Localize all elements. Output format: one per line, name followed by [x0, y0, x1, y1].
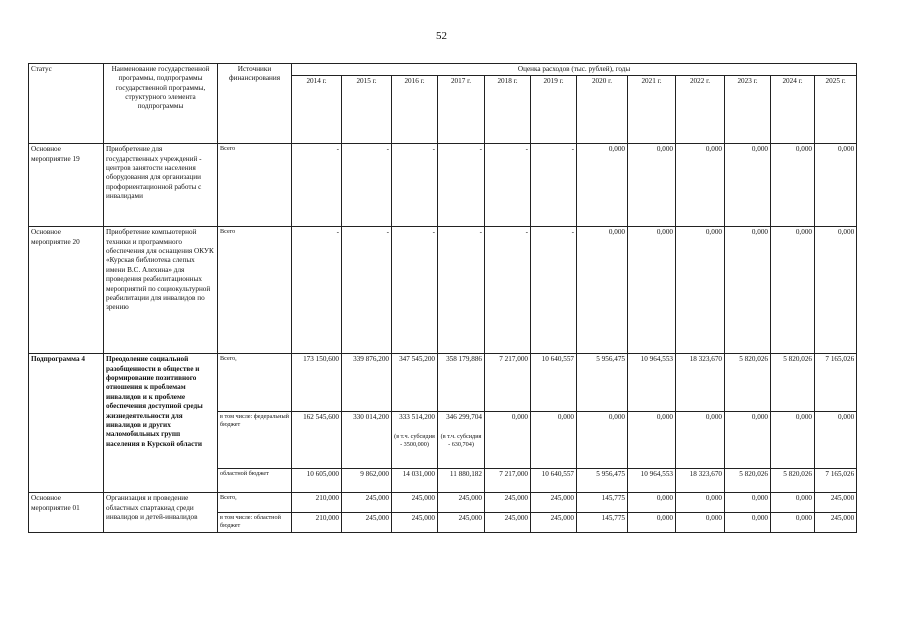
- value-cell: 5 956,475: [577, 469, 628, 493]
- header-estimate: Оценка расходов (тыс. рублей), годы: [292, 64, 857, 76]
- value-cell: -: [438, 227, 485, 354]
- header-status: Статус: [29, 64, 104, 144]
- row-source: Всего: [218, 227, 292, 354]
- year-header: 2017 г.: [438, 76, 485, 144]
- value-cell: 0,000: [577, 144, 628, 227]
- value-cell: 7 165,026: [815, 354, 857, 412]
- value-cell: 210,000: [292, 493, 342, 513]
- value-cell: 0,000: [628, 144, 676, 227]
- value-cell: 0,000: [676, 227, 725, 354]
- value-cell: -: [292, 144, 342, 227]
- value-cell: 245,000: [815, 513, 857, 533]
- value-cell: 245,000: [531, 513, 577, 533]
- table-row-activity-01-total: [29, 493, 857, 513]
- value-cell: 245,000: [438, 493, 485, 513]
- value-cell: 10 605,000: [292, 469, 342, 493]
- value-cell: 245,000: [342, 513, 392, 533]
- value-cell: 210,000: [292, 513, 342, 533]
- value-cell: 5 820,026: [771, 354, 815, 412]
- value-cell: 0,000: [676, 412, 725, 469]
- value-cell: 5 820,026: [725, 354, 771, 412]
- value-cell: -: [342, 144, 392, 227]
- value-cell: 0,000: [815, 144, 857, 227]
- value-cell: -: [392, 227, 438, 354]
- year-header: 2020 г.: [577, 76, 628, 144]
- value-cell: 145,775: [577, 513, 628, 533]
- value-cell: 0,000: [485, 412, 531, 469]
- row-name: Приобретение компьютерной техники и программного обеспечения для оснащения ОКУК «Курская библиотека слепых имени В.С. Алехина» для проведения реабилитационных мероприятий по социокультурной реабилитации для инвалидов по зрению: [104, 227, 218, 354]
- value-cell: 330 014,200: [342, 412, 392, 469]
- row-name: Преодоление социальной разобщенности в обществе и формирование позитивного отношения к проблемам инвалидов и к проблеме обеспечения доступной среды жизнедеятельности для инвалидов и других маломобильных групп населения в Курской области: [104, 354, 218, 493]
- row-status: Подпрограмма 4: [29, 354, 104, 493]
- row-source: Всего,: [218, 354, 292, 412]
- page-number: 52: [436, 30, 447, 42]
- value-cell: 0,000: [628, 513, 676, 533]
- value-cell: 245,000: [392, 513, 438, 533]
- header-row: [29, 64, 857, 76]
- table-row-subprogram-4-total: [29, 354, 857, 412]
- value-text: 333 514,200: [399, 413, 435, 422]
- value-cell: 0,000: [725, 227, 771, 354]
- table-row-activity-19: [29, 144, 857, 227]
- value-text: 346 299,704: [446, 413, 482, 422]
- budget-table: [28, 63, 857, 533]
- value-cell: -: [438, 144, 485, 227]
- value-cell: 0,000: [725, 412, 771, 469]
- row-source: Всего,: [218, 493, 292, 513]
- value-cell: -: [392, 144, 438, 227]
- value-cell: 245,000: [392, 493, 438, 513]
- value-cell: -: [292, 227, 342, 354]
- value-cell: 0,000: [815, 227, 857, 354]
- value-cell: 173 150,600: [292, 354, 342, 412]
- value-cell: -: [531, 227, 577, 354]
- value-cell: 145,775: [577, 493, 628, 513]
- value-cell: 162 545,600: [292, 412, 342, 469]
- value-cell: 245,000: [815, 493, 857, 513]
- value-cell: 14 031,000: [392, 469, 438, 493]
- value-cell: 5 820,026: [771, 469, 815, 493]
- value-cell: 11 880,182: [438, 469, 485, 493]
- value-cell-with-note: [392, 412, 438, 469]
- value-cell: 0,000: [815, 412, 857, 469]
- value-cell: 5 820,026: [725, 469, 771, 493]
- value-cell: 10 640,557: [531, 354, 577, 412]
- value-cell: 0,000: [771, 144, 815, 227]
- value-cell: -: [342, 227, 392, 354]
- value-cell: 0,000: [531, 412, 577, 469]
- value-cell: 10 964,553: [628, 354, 676, 412]
- header-sources: Источники финансирования: [218, 64, 292, 144]
- row-status: Основное мероприятие 20: [29, 227, 104, 354]
- value-cell: 0,000: [577, 227, 628, 354]
- value-cell: 245,000: [485, 513, 531, 533]
- value-cell-with-note: [438, 412, 485, 469]
- value-cell: 0,000: [577, 412, 628, 469]
- value-cell: 5 956,475: [577, 354, 628, 412]
- year-header: 2022 г.: [676, 76, 725, 144]
- value-cell: 10 640,557: [531, 469, 577, 493]
- value-cell: 18 323,670: [676, 469, 725, 493]
- value-cell: 7 217,000: [485, 469, 531, 493]
- header-name: Наименование государственной программы, подпрограммы государственной программы, структурного элемента подпрограммы: [104, 64, 218, 144]
- value-cell: 7 165,026: [815, 469, 857, 493]
- value-cell: 245,000: [531, 493, 577, 513]
- row-status: Основное мероприятие 01: [29, 493, 104, 533]
- row-name: Организация и проведение областных спартакиад среди инвалидов и детей-инвалидов: [104, 493, 218, 533]
- value-cell: 339 876,200: [342, 354, 392, 412]
- value-cell: 0,000: [771, 493, 815, 513]
- value-cell: 245,000: [485, 493, 531, 513]
- value-cell: 0,000: [771, 513, 815, 533]
- row-name: Приобретение для государственных учреждений - центров занятости населения оборудования для организации профориентационной работы с инвалидами: [104, 144, 218, 227]
- value-cell: 0,000: [628, 493, 676, 513]
- value-cell: 7 217,000: [485, 354, 531, 412]
- row-source: в том числе: федеральный бюджет: [218, 412, 292, 469]
- value-cell: 0,000: [771, 227, 815, 354]
- row-source: в том числе: областной бюджет: [218, 513, 292, 533]
- value-cell: 0,000: [676, 513, 725, 533]
- year-header: 2025 г.: [815, 76, 857, 144]
- year-header: 2015 г.: [342, 76, 392, 144]
- subsidy-note: (в т.ч. субсидия - 3500,000): [394, 432, 435, 448]
- value-cell: 0,000: [725, 493, 771, 513]
- row-source: областной бюджет: [218, 469, 292, 493]
- value-cell: 245,000: [342, 493, 392, 513]
- value-cell: 347 545,200: [392, 354, 438, 412]
- value-cell: 0,000: [676, 493, 725, 513]
- value-cell: 245,000: [438, 513, 485, 533]
- year-header: 2024 г.: [771, 76, 815, 144]
- value-cell: 10 964,553: [628, 469, 676, 493]
- value-cell: -: [485, 144, 531, 227]
- year-header: 2016 г.: [392, 76, 438, 144]
- value-cell: 0,000: [771, 412, 815, 469]
- value-cell: 18 323,670: [676, 354, 725, 412]
- value-cell: 0,000: [628, 412, 676, 469]
- table-row-activity-20: [29, 227, 857, 354]
- row-status: Основное мероприятие 19: [29, 144, 104, 227]
- value-cell: 9 862,000: [342, 469, 392, 493]
- value-cell: 0,000: [725, 144, 771, 227]
- value-cell: 0,000: [628, 227, 676, 354]
- value-cell: -: [531, 144, 577, 227]
- value-cell: 0,000: [725, 513, 771, 533]
- value-cell: 358 179,886: [438, 354, 485, 412]
- subsidy-note: (в т.ч. субсидия - 630,704): [440, 432, 482, 448]
- value-cell: -: [485, 227, 531, 354]
- year-header: 2014 г.: [292, 76, 342, 144]
- row-source: Всего: [218, 144, 292, 227]
- year-header: 2019 г.: [531, 76, 577, 144]
- year-header: 2023 г.: [725, 76, 771, 144]
- value-cell: 0,000: [676, 144, 725, 227]
- year-header: 2018 г.: [485, 76, 531, 144]
- year-header: 2021 г.: [628, 76, 676, 144]
